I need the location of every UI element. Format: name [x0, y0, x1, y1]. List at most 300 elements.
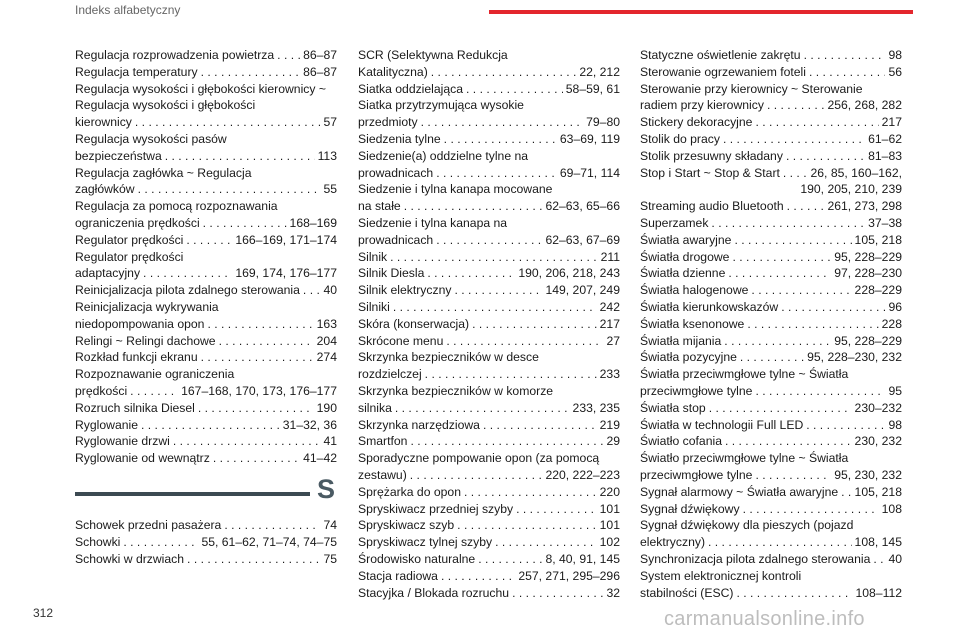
index-entry-pages: 95	[888, 383, 902, 398]
index-entry-term: kierownicy	[75, 115, 132, 130]
dot-leader	[724, 333, 831, 350]
index-entry-text: Sterowanie przy kierownicy ~ Sterowanie	[640, 81, 863, 96]
index-entry-term: ograniczenia prędkości	[75, 215, 200, 230]
index-entry-line	[75, 383, 337, 400]
index-entry-pages: 220	[599, 484, 620, 499]
index-entry-pages: 228	[881, 316, 902, 331]
running-header-title: Indeks alfabetyczny	[75, 3, 181, 17]
index-entry-line	[640, 501, 902, 518]
index-entry-line	[358, 316, 620, 333]
index-entry-line	[75, 181, 337, 198]
index-entry-term: zagłówków	[75, 182, 135, 197]
index-entry-line	[640, 585, 902, 602]
index-entry	[358, 484, 620, 501]
index-entry-line	[358, 534, 620, 551]
index-entry-line	[75, 64, 337, 81]
index-entry	[358, 282, 620, 299]
index-entry-term: Stickery dekoracyjne	[640, 115, 753, 130]
index-entry-line	[640, 299, 902, 316]
dot-leader	[755, 383, 885, 400]
index-entry-text: Światła przeciwmgłowe tylne ~ Światła	[640, 367, 849, 382]
index-entry	[75, 198, 337, 232]
index-entry	[75, 349, 337, 366]
index-entry-line	[640, 383, 902, 400]
index-entry-text: Rozpoznawanie ograniczenia	[75, 367, 235, 382]
index-entry-line	[358, 517, 620, 534]
dot-leader	[431, 64, 577, 81]
index-entry-line	[640, 165, 902, 182]
index-entry-pages: 8, 40, 91, 145	[545, 551, 620, 566]
dot-leader	[755, 114, 878, 131]
dot-leader	[421, 114, 584, 131]
index-entry-line	[358, 299, 620, 316]
index-entry-line	[75, 333, 337, 350]
index-entry-text: Regulacja za pomocą rozpoznawania	[75, 199, 278, 214]
index-entry-term: Streaming audio Bluetooth	[640, 199, 784, 214]
index-entry	[358, 215, 620, 249]
index-entry	[75, 131, 337, 165]
dot-leader	[454, 282, 542, 299]
dot-leader	[483, 417, 597, 434]
index-entry-pages: 62–63, 65–66	[545, 199, 620, 214]
index-entry-pages: 169, 174, 176–177	[235, 266, 337, 281]
index-entry-line	[358, 131, 620, 148]
index-entry-line	[358, 333, 620, 350]
index-entry-line	[640, 249, 902, 266]
index-entry-pages: 149, 207, 249	[545, 283, 620, 298]
dot-leader	[708, 534, 852, 551]
index-entry	[358, 501, 620, 518]
index-entry-term: Regulacja temperatury	[75, 64, 198, 79]
index-entry	[640, 64, 902, 81]
index-entry-text: Sygnał dźwiękowy dla pieszych (pojazd	[640, 518, 854, 533]
index-entry-term: silnika	[358, 400, 392, 415]
index-entry-pages: 86–87	[303, 64, 337, 79]
index-entry-term: Rozkład funkcji ekranu	[75, 350, 198, 365]
index-entry-term: Sterowanie ogrzewaniem foteli	[640, 64, 806, 79]
index-entry-pages: 95, 228–229	[834, 249, 902, 264]
dot-leader	[436, 232, 542, 249]
index-entry-line	[75, 215, 337, 232]
index-entry-line	[358, 249, 620, 266]
dot-leader	[390, 249, 597, 266]
index-entry-pages: 257, 271, 295–296	[518, 568, 620, 583]
index-entry-line	[358, 568, 620, 585]
index-entry-pages: 230–232	[854, 400, 902, 415]
index-entry-term: Sprężarka do opon	[358, 484, 461, 499]
index-entry-pages: 55	[323, 182, 337, 197]
dot-leader	[723, 131, 865, 148]
index-entry-line	[358, 585, 620, 602]
index-entry-line	[640, 64, 902, 81]
index-entry	[358, 433, 620, 450]
index-entry	[75, 551, 337, 568]
index-entry	[75, 450, 337, 467]
index-entry-line	[640, 467, 902, 484]
dot-leader	[444, 131, 557, 148]
index-entry	[358, 517, 620, 534]
index-entry-line	[75, 114, 337, 131]
index-entry-text: Siedzenie(a) oddzielne tylne na	[358, 148, 529, 163]
index-entry-term: Smartfon	[358, 434, 408, 449]
index-entry-pages: 163	[316, 316, 337, 331]
watermark: carmanualsonline.info	[664, 608, 865, 630]
index-entry-pages: 95, 228–229	[834, 333, 902, 348]
index-entry-term: Stacyjka / Blokada rozruchu	[358, 585, 510, 600]
index-entry	[358, 316, 620, 333]
index-entry	[358, 568, 620, 585]
dot-leader	[478, 551, 542, 568]
index-entry-text: Sporadyczne pompowanie opon (za pomocą	[358, 451, 600, 466]
dot-leader	[135, 114, 321, 131]
index-entry-line	[75, 349, 337, 366]
index-entry	[358, 81, 620, 98]
index-entry-line	[358, 467, 620, 484]
index-entry-pages: 204	[316, 333, 337, 348]
index-entry-term: Stop i Start ~ Stop & Start	[640, 165, 780, 180]
index-entry-term: Silnik	[358, 249, 388, 264]
index-entry-pages: 96	[888, 299, 902, 314]
index-entry	[358, 534, 620, 551]
index-entry-pages: 190	[316, 400, 337, 415]
index-entry-term: Światła dzienne	[640, 266, 726, 281]
dot-leader	[427, 265, 515, 282]
dot-leader	[201, 64, 300, 81]
dot-leader	[165, 148, 315, 165]
index-entry-pages: 26, 85, 160–162,	[810, 165, 902, 180]
index-entry-term: Spryskiwacz przedniej szyby	[358, 501, 514, 516]
index-entry-text: Regulacja wysokości i głębokości kierownicy ~	[75, 81, 326, 96]
dot-leader	[841, 484, 851, 501]
index-entry	[75, 517, 337, 534]
index-entry-text: Skrzynka bezpieczników w komorze	[358, 383, 554, 398]
index-entry-line	[640, 265, 902, 282]
section-divider	[75, 492, 310, 496]
dot-leader	[734, 232, 851, 249]
index-entry	[358, 148, 620, 182]
index-entry-line	[75, 282, 337, 299]
dot-leader	[446, 333, 603, 350]
index-entry-pages: 102	[599, 535, 620, 550]
index-entry-pages: 40	[323, 283, 337, 298]
index-entry-line	[358, 282, 620, 299]
index-entry-term: zestawu)	[358, 467, 407, 482]
dot-leader	[198, 400, 314, 417]
index-entry-term: Światła mijania	[640, 333, 722, 348]
index-entry-line	[640, 198, 902, 215]
index-entry-pages: 233, 235	[572, 400, 620, 415]
index-entry-term: stabilności (ESC)	[640, 585, 734, 600]
index-entry	[75, 282, 337, 299]
dot-leader	[512, 585, 603, 602]
index-entry-pages: 74	[323, 518, 337, 532]
index-entry	[640, 333, 902, 350]
index-entry	[358, 383, 620, 417]
index-entry-pages: 108	[881, 501, 902, 516]
index-entry-line	[640, 484, 902, 501]
index-entry-term: Skóra (konserwacja)	[358, 316, 470, 331]
index-entry-line	[640, 215, 902, 232]
dot-leader	[130, 383, 178, 400]
header-accent-bar	[489, 10, 913, 14]
index-entry-pages: 101	[599, 518, 620, 533]
index-entry	[640, 349, 902, 366]
index-entry	[358, 333, 620, 350]
index-entry-line	[640, 316, 902, 333]
index-entry	[640, 299, 902, 316]
dot-leader	[809, 64, 885, 81]
index-entry-pages: 61–62	[868, 131, 902, 146]
index-entry-pages: 81–83	[868, 148, 902, 163]
index-entry-pages-continued: 190, 205, 210, 239	[800, 182, 902, 197]
index-entry	[640, 517, 902, 551]
dot-leader	[186, 232, 232, 249]
index-entry	[358, 450, 620, 484]
index-entry	[75, 81, 337, 131]
dot-leader	[464, 484, 597, 501]
index-entry-line	[75, 148, 337, 165]
dot-leader	[711, 215, 865, 232]
index-entry-pages: 31–32, 36	[282, 417, 337, 432]
dot-leader	[751, 282, 851, 299]
index-entry-line	[358, 551, 620, 568]
dot-leader	[767, 97, 824, 114]
index-entry-term: radiem przy kierownicy	[640, 98, 764, 113]
index-entry	[75, 299, 337, 333]
index-entry-term: Synchronizacja pilota zdalnego sterowania	[640, 551, 871, 566]
index-entry-pages: 233	[599, 367, 620, 382]
index-entry-pages: 55, 61–62, 71–74, 74–75	[201, 534, 337, 549]
index-entry-term: Stolik przesuwny składany	[640, 148, 783, 163]
index-entry-term: Światła kierunkowskazów	[640, 299, 779, 314]
dot-leader	[786, 148, 865, 165]
index-entry-pages: 228–229	[854, 283, 902, 298]
index-entry-term: Ryglowanie drzwi	[75, 434, 170, 449]
index-entry-text: Siatka przytrzymująca wysokie	[358, 98, 524, 113]
index-entry	[640, 551, 902, 568]
dot-leader	[472, 316, 597, 333]
index-entry-term: Światła w technologii Full LED	[640, 417, 804, 432]
index-entry-term: na stałe	[358, 199, 401, 214]
index-entry-line	[640, 131, 902, 148]
dot-leader	[781, 299, 885, 316]
index-entry-term: bezpieczeństwa	[75, 148, 162, 163]
index-entry-pages: 22, 212	[579, 64, 620, 79]
index-entry-line	[640, 433, 902, 450]
index-entry-pages: 211	[600, 249, 620, 264]
dot-leader	[410, 433, 603, 450]
index-entry-term: prowadnicach	[358, 232, 434, 247]
index-entry-term: Siatka oddzielająca	[358, 81, 464, 96]
index-entry-term: Sygnał alarmowy ~ Światła awaryjne	[640, 484, 839, 499]
index-entry-text: Siedzenie i tylna kanapa na	[358, 215, 508, 230]
dot-leader	[203, 215, 287, 232]
page-number: 312	[33, 606, 54, 620]
index-entry-term: Spryskiwacz tylnej szyby	[358, 535, 493, 550]
index-entry-term: Światła awaryjne	[640, 232, 732, 247]
index-entry-pages: 63–69, 119	[559, 131, 620, 146]
index-entry-pages: 41	[323, 434, 337, 449]
index-entry-pages: 108–112	[855, 585, 902, 600]
index-column-1	[75, 47, 337, 467]
dot-leader	[213, 450, 300, 467]
index-entry-line	[358, 114, 620, 131]
index-entry-term: Regulator prędkości	[75, 232, 184, 247]
index-entry-term: prędkości	[75, 383, 128, 398]
index-entry	[358, 551, 620, 568]
index-entry-line	[75, 47, 337, 64]
index-entry-text: Regulacja zagłówka ~ Regulacja	[75, 165, 252, 180]
index-entry-pages: 166–169, 171–174	[235, 232, 337, 247]
index-entry-line	[75, 316, 337, 333]
index-entry	[640, 400, 902, 417]
dot-leader	[224, 517, 320, 534]
index-entry-line	[640, 148, 902, 165]
index-entry-pages: 95, 228–230, 232	[807, 350, 902, 365]
index-entry	[640, 265, 902, 282]
index-entry	[640, 433, 902, 450]
dot-leader	[804, 47, 886, 64]
index-entry-term: Silnik Diesla	[358, 266, 425, 281]
index-entry	[640, 215, 902, 232]
index-entry-term: Ryglowanie	[75, 417, 139, 432]
index-entry-pages: 230, 232	[854, 434, 902, 449]
dot-leader	[143, 265, 232, 282]
index-entry-term: Światło cofania	[640, 434, 722, 449]
dot-leader	[736, 585, 852, 602]
index-entry-pages: 220, 222–223	[545, 467, 620, 482]
index-entry-line	[358, 165, 620, 182]
index-entry-line	[640, 333, 902, 350]
index-entry-line	[75, 265, 337, 282]
dot-leader	[141, 417, 280, 434]
index-entry-term: Światła halogenowe	[640, 283, 749, 298]
index-entry-term: Silnik elektryczny	[358, 283, 452, 298]
dot-leader	[755, 467, 831, 484]
index-entry	[640, 366, 902, 400]
index-entry	[75, 417, 337, 434]
index-entry-pages: 41–42	[303, 451, 337, 466]
index-entry-pages: 217	[599, 316, 620, 331]
index-entry-text: SCR (Selektywna Redukcja	[358, 48, 508, 62]
index-entry	[358, 299, 620, 316]
index-entry	[640, 47, 902, 64]
index-entry-line	[640, 400, 902, 417]
index-entry-term: Schowki	[75, 534, 121, 549]
index-entry-line	[640, 349, 902, 366]
index-entry-pages: 98	[888, 48, 902, 62]
index-entry-line	[358, 501, 620, 518]
index-entry	[640, 165, 902, 199]
index-entry-term: rozdzielczej	[358, 367, 422, 382]
index-entry-pages: 190, 206, 218, 243	[518, 266, 620, 281]
dot-leader	[743, 501, 879, 518]
index-entry-term: prowadnicach	[358, 165, 434, 180]
index-entry-line	[358, 366, 620, 383]
index-entry-term: Światła pozycyjne	[640, 350, 737, 365]
index-entry-text: Skrzynka bezpieczników w desce	[358, 350, 539, 365]
dot-leader	[393, 299, 597, 316]
index-entry-pages: 167–168, 170, 173, 176–177	[181, 383, 337, 398]
dot-leader	[404, 198, 543, 215]
dot-leader	[740, 349, 804, 366]
dot-leader	[783, 165, 808, 182]
index-entry-term: elektryczny)	[640, 535, 706, 550]
dot-leader	[277, 47, 300, 64]
index-entry-line	[640, 534, 902, 551]
index-entry-line	[75, 517, 337, 534]
index-entry-term: Schowek przedni pasażera	[75, 518, 222, 532]
dot-leader	[201, 349, 314, 366]
index-entry-pages: 79–80	[586, 115, 620, 130]
index-entry	[75, 333, 337, 350]
index-entry-term: Światła stop	[640, 400, 706, 415]
index-entry-line	[75, 417, 337, 434]
index-entry-pages: 261, 273, 298	[827, 199, 902, 214]
index-entry-pages: 86–87	[303, 48, 337, 62]
index-entry-line	[358, 64, 620, 81]
index-entry-pages: 27	[606, 333, 620, 348]
index-entry-text: Regulacja wysokości pasów	[75, 131, 227, 146]
index-entry-pages: 40	[888, 551, 902, 566]
index-entry-pages: 95, 230, 232	[834, 467, 902, 482]
index-entry	[640, 198, 902, 215]
index-entry	[358, 249, 620, 266]
index-entry-pages: 75	[323, 551, 337, 566]
index-entry	[358, 585, 620, 602]
index-entry-text: Reinicjalizacja wykrywania	[75, 299, 219, 314]
index-entry	[640, 316, 902, 333]
dot-leader	[725, 433, 852, 450]
index-entry	[358, 265, 620, 282]
index-entry	[640, 114, 902, 131]
index-entry	[75, 232, 337, 249]
index-entry-pages: 105, 218	[854, 232, 902, 247]
index-entry-pages: 217	[881, 115, 902, 130]
index-entry-text: Siedzenie i tylna kanapa mocowane	[358, 182, 553, 197]
index-entry-pages: 32	[606, 585, 620, 600]
dot-leader	[187, 551, 320, 568]
index-entry-term: Stacja radiowa	[358, 568, 438, 583]
index-entry-pages: 58–59, 61	[565, 81, 620, 96]
dot-leader	[806, 417, 885, 434]
index-entry-term: Środowisko naturalne	[358, 551, 476, 566]
dot-leader	[410, 467, 543, 484]
index-entry-text: Regulacja wysokości i głębokości	[75, 98, 256, 113]
index-entry-line	[75, 551, 337, 568]
index-entry-pages: 57	[323, 115, 337, 130]
index-entry-term: adaptacyjny	[75, 266, 141, 281]
index-entry	[640, 568, 902, 602]
index-entry-term: Światła drogowe	[640, 249, 730, 264]
dot-leader	[495, 534, 597, 551]
index-entry	[75, 366, 337, 400]
index-entry	[75, 433, 337, 450]
index-entry	[358, 131, 620, 148]
index-entry-term: przeciwmgłowe tylne	[640, 383, 753, 398]
index-entry-text: Światło przeciwmgłowe tylne ~ Światła	[640, 451, 849, 466]
index-entry	[75, 400, 337, 417]
index-entry-line	[640, 114, 902, 131]
dot-leader	[709, 400, 852, 417]
dot-leader	[207, 316, 313, 333]
index-entry	[640, 417, 902, 434]
index-entry-line	[640, 282, 902, 299]
index-entry-pages: 256, 268, 282	[827, 98, 902, 113]
dot-leader	[728, 265, 831, 282]
index-entry-line	[640, 47, 902, 64]
index-entry-line	[358, 417, 620, 434]
